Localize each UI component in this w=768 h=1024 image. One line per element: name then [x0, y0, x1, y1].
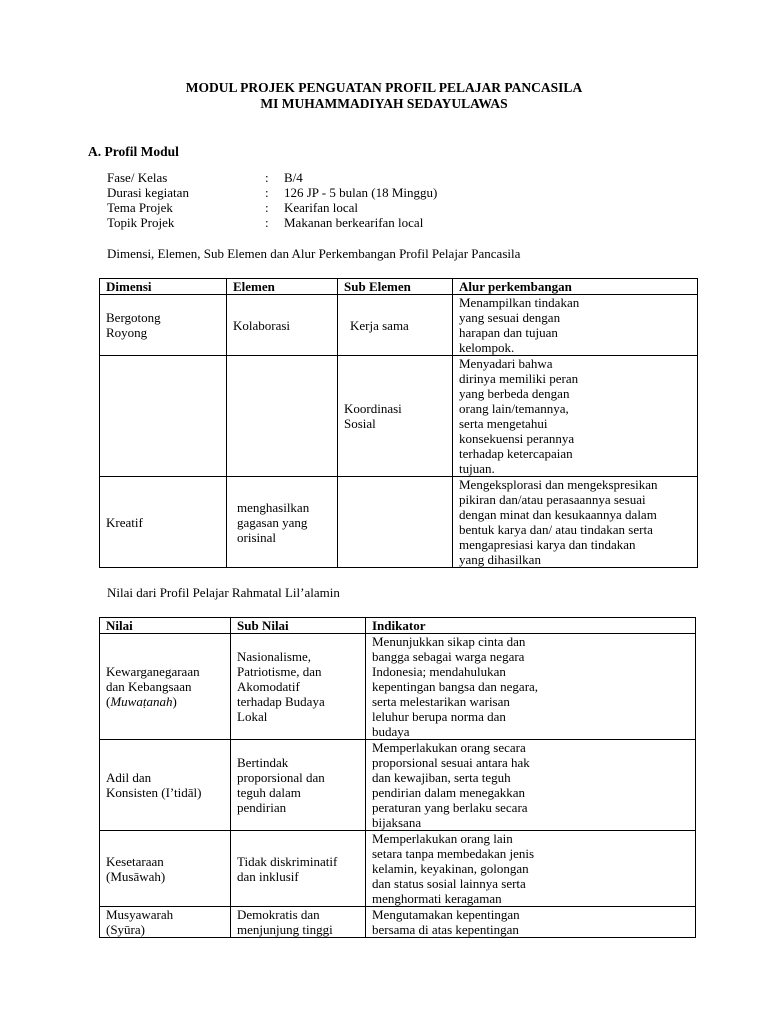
document-title: [0, 80, 768, 112]
field-label: Tema Projek: [107, 200, 173, 215]
field-value: B/4: [284, 170, 303, 185]
table-row: [100, 634, 696, 740]
field-row: [107, 215, 437, 230]
table-row: [100, 356, 698, 477]
cell-elemen: menghasilkan gagasan yang orisinal: [227, 477, 338, 568]
cell-sub-nilai: Nasionalisme, Patriotisme, dan Akomodatif terhadap Budaya Lokal: [231, 634, 366, 740]
field-separator: :: [265, 170, 269, 185]
cell-sub-nilai: Tidak diskriminatif dan inklusif: [231, 831, 366, 907]
cell-alur: Menampilkan tindakan yang sesuai dengan harapan dan tujuan kelompok.: [453, 295, 698, 356]
cell-nilai: Kesetaraan (Musāwah): [100, 831, 231, 907]
field-row: [107, 185, 437, 200]
cell-alur: Menyadari bahwa dirinya memiliki peran yang berbeda dengan orang lain/temannya, serta mengetahui konsekuensi perannya terhadap ketercapaian tujuan.: [453, 356, 698, 477]
field-label: Durasi kegiatan: [107, 185, 189, 200]
field-row: [107, 200, 437, 215]
cell-nilai: Adil dan Konsisten (I’tidāl): [100, 740, 231, 831]
profil-modul-fields: [107, 170, 437, 230]
cell-elemen: [227, 356, 338, 477]
table-row: [100, 295, 698, 356]
field-separator: :: [265, 215, 269, 230]
section-a-heading: A. Profil Modul: [88, 144, 179, 159]
table-row: [100, 740, 696, 831]
cell-dimensi: Bergotong Royong: [100, 295, 227, 356]
cell-indikator: Memperlakukan orang lain setara tanpa membedakan jenis kelamin, keyakinan, golongan dan status sosial lainnya serta menghormati keragaman: [366, 831, 696, 907]
cell-dimensi: Kreatif: [100, 477, 227, 568]
title-line-2: MI MUHAMMADIYAH SEDAYULAWAS: [260, 96, 508, 111]
column-header: Alur perkembangan: [453, 279, 698, 295]
cell-sub-nilai: Demokratis dan menjunjung tinggi: [231, 907, 366, 938]
cell-alur: Mengeksplorasi dan mengekspresikan pikiran dan/atau perasaannya sesuai dengan minat dan kesukaannya dalam bentuk karya dan/ atau tindakan serta mengapresiasi karya dan tindakan yang dihasilkan: [453, 477, 698, 568]
cell-dimensi: [100, 356, 227, 477]
column-header: Elemen: [227, 279, 338, 295]
cell-sub-nilai: Bertindak proporsional dan teguh dalam pendirian: [231, 740, 366, 831]
field-row: [107, 170, 437, 185]
dimensi-table: [99, 278, 698, 568]
cell-nilai: Kewarganegaraan dan Kebangsaan (Muwaṭanah): [100, 634, 231, 740]
table-row: [100, 907, 696, 938]
cell-nilai: Musyawarah (Syūra): [100, 907, 231, 938]
table-row: [100, 477, 698, 568]
column-header: Nilai: [100, 618, 231, 634]
field-value: Makanan berkearifan local: [284, 215, 424, 230]
cell-sub-elemen: Kerja sama: [338, 295, 453, 356]
column-header: Indikator: [366, 618, 696, 634]
field-value: 126 JP - 5 bulan (18 Minggu): [284, 185, 438, 200]
table-row: [100, 831, 696, 907]
column-header: Sub Elemen: [338, 279, 453, 295]
table-header-row: [100, 279, 698, 295]
column-header: Dimensi: [100, 279, 227, 295]
title-line-1: MODUL PROJEK PENGUATAN PROFIL PELAJAR PANCASILA: [185, 80, 583, 95]
nilai-table: [99, 617, 696, 938]
nilai-text: Kewarganegaraan dan Kebangsaan: [106, 664, 200, 694]
cell-indikator: Memperlakukan orang secara proporsional sesuai antara hak dan kewajiban, serta teguh pendirian dalam menegakkan peraturan yang berlaku secara bijaksana: [366, 740, 696, 831]
dimensi-table-caption: Dimensi, Elemen, Sub Elemen dan Alur Perkembangan Profil Pelajar Pancasila: [107, 246, 521, 261]
nilai-italic-term: Muwaṭanah: [110, 694, 173, 709]
field-value: Kearifan local: [284, 200, 358, 215]
nilai-table-caption: Nilai dari Profil Pelajar Rahmatal Lil’alamin: [107, 585, 340, 600]
cell-sub-elemen: [338, 477, 453, 568]
field-separator: :: [265, 200, 269, 215]
table-header-row: [100, 618, 696, 634]
cell-elemen: Kolaborasi: [227, 295, 338, 356]
cell-indikator: Mengutamakan kepentingan bersama di atas kepentingan: [366, 907, 696, 938]
field-label: Fase/ Kelas: [107, 170, 168, 185]
cell-indikator: Menunjukkan sikap cinta dan bangga sebagai warga negara Indonesia; mendahulukan kepentingan bangsa dan negara, serta melestarikan warisan leluhur berupa norma dan budaya: [366, 634, 696, 740]
column-header: Sub Nilai: [231, 618, 366, 634]
field-label: Topik Projek: [107, 215, 175, 230]
cell-sub-elemen: Koordinasi Sosial: [338, 356, 453, 477]
field-separator: :: [265, 185, 269, 200]
